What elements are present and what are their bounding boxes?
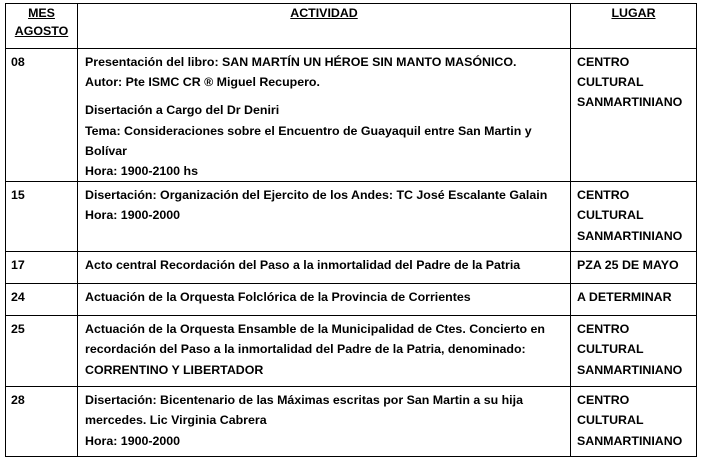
table-row	[6, 49, 697, 182]
table-row	[6, 316, 697, 387]
row-activity	[78, 252, 571, 284]
activity-line: recordación del Paso a la inmortalidad del Padre de la Patria, denominado:	[85, 342, 526, 357]
place-line: SANMARTINIANO	[577, 95, 683, 110]
row-place	[571, 387, 697, 457]
header-mes	[6, 4, 78, 49]
place-line: PZA 25 DE MAYO	[577, 258, 679, 273]
activity-line: CORRENTINO Y LIBERTADOR	[85, 362, 264, 377]
place-line: CENTRO	[577, 188, 630, 203]
place-line: A DETERMINAR	[577, 290, 672, 305]
activity-line: Autor: Pte ISMC CR ® Miguel Recupero.	[85, 75, 320, 90]
row-day: 25	[6, 316, 78, 387]
row-day: 24	[6, 284, 78, 316]
place-line: SANMARTINIANO	[577, 433, 683, 448]
row-activity	[78, 182, 571, 252]
activity-line: Bolívar	[85, 143, 128, 158]
table-row	[6, 182, 697, 252]
place-line: CULTURAL	[577, 208, 644, 223]
place-line: CULTURAL	[577, 75, 644, 90]
activity-line: Hora: 1900-2100 hs	[85, 164, 198, 179]
activity-line: Actuación de la Orquesta Folclórica de la Provincia de Corrientes	[85, 290, 471, 305]
place-line: SANMARTINIANO	[577, 228, 683, 243]
row-day: 15	[6, 182, 78, 252]
row-activity	[78, 49, 571, 182]
row-place	[571, 316, 697, 387]
header-mes-line2: AGOSTO	[14, 24, 69, 38]
header-row	[6, 4, 697, 49]
place-line: CENTRO	[577, 322, 630, 337]
row-place	[571, 252, 697, 284]
activity-line: Disertación a Cargo del Dr Deniri	[85, 103, 280, 118]
header-mes-line1: MES	[28, 6, 55, 20]
activity-line: Hora: 1900-2000	[85, 433, 181, 448]
activity-line: Presentación del libro: SAN MARTÍN UN HÉROE SIN MANTO MASÓNICO.	[85, 55, 517, 69]
activity-spacer	[85, 92, 566, 100]
table-row	[6, 387, 697, 457]
row-activity	[78, 387, 571, 457]
activity-line: Actuación de la Orquesta Ensamble de la Municipalidad de Ctes. Concierto en	[85, 322, 545, 337]
header-lugar: LUGAR	[571, 4, 697, 49]
row-day: 08	[6, 49, 78, 182]
row-day: 28	[6, 387, 78, 457]
row-activity	[78, 284, 571, 316]
row-place	[571, 49, 697, 182]
place-line: CULTURAL	[577, 413, 644, 428]
activity-line: Disertación: Bicentenario de las Máximas escritas por San Martin a su hija	[85, 393, 523, 408]
row-day: 17	[6, 252, 78, 284]
table-row	[6, 284, 697, 316]
row-place	[571, 284, 697, 316]
row-place	[571, 182, 697, 252]
activity-line: mercedes. Lic Virginia Cabrera	[85, 413, 267, 428]
schedule-table	[5, 3, 697, 457]
place-line: SANMARTINIANO	[577, 362, 683, 377]
header-actividad: ACTIVIDAD	[78, 4, 571, 49]
activity-line: Acto central Recordación del Paso a la inmortalidad del Padre de la Patria	[85, 258, 521, 273]
place-line: CENTRO	[577, 393, 630, 408]
place-line: CENTRO	[577, 55, 630, 69]
table-row	[6, 252, 697, 284]
activity-line: Tema: Consideraciones sobre el Encuentro de Guayaquil entre San Martin y	[85, 123, 532, 138]
activity-line: Disertación: Organización del Ejercito de los Andes: TC José Escalante Galain	[85, 188, 548, 203]
place-line: CULTURAL	[577, 342, 644, 357]
row-activity	[78, 316, 571, 387]
activity-line: Hora: 1900-2000	[85, 208, 181, 223]
